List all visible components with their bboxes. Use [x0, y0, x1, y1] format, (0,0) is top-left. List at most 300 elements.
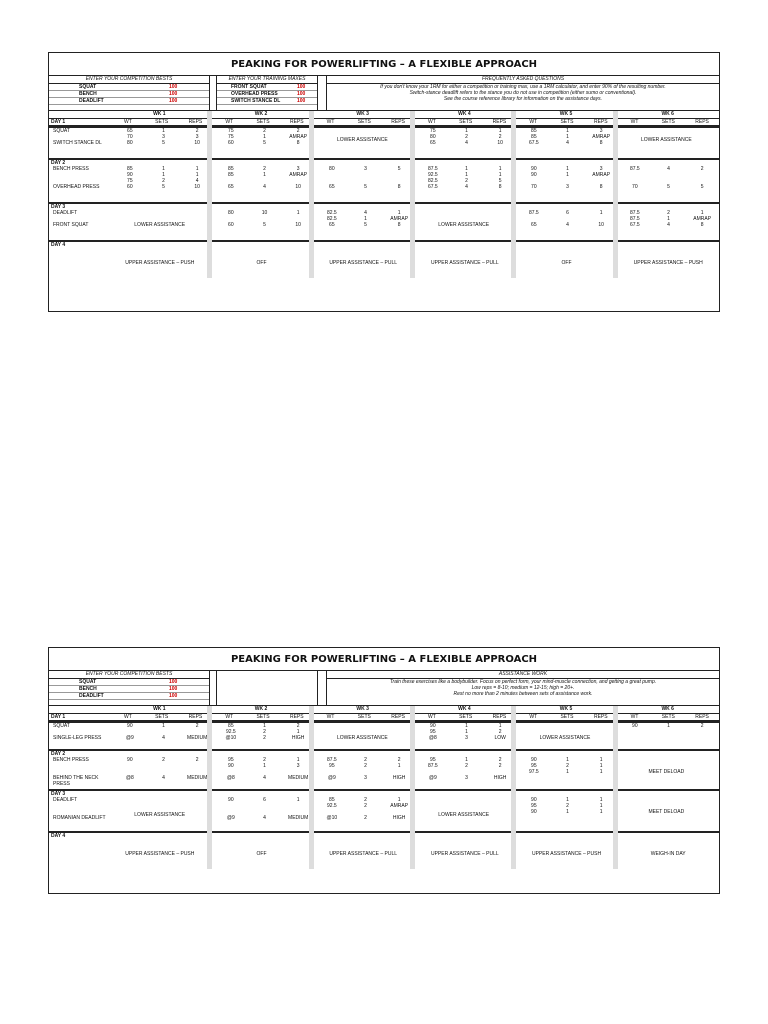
cell-value[interactable]: 2 [162, 757, 165, 763]
cell-value[interactable]: 87.5 [528, 210, 539, 216]
cell-value[interactable]: @9 [327, 775, 336, 781]
train-front-squat-input[interactable]: 100 [297, 84, 306, 90]
column-header: REPS [188, 119, 203, 125]
cell-value[interactable]: 3 [364, 775, 367, 781]
cell-value[interactable]: 2 [195, 128, 199, 134]
cell-value[interactable]: 2 [498, 729, 502, 735]
cell-value[interactable]: 80 [430, 134, 436, 140]
cell-value[interactable]: 2 [566, 803, 569, 809]
cell-value[interactable]: 75 [228, 128, 234, 134]
cell-value[interactable]: 80 [127, 140, 133, 146]
cell-value[interactable]: 4 [465, 184, 468, 190]
cell-value[interactable]: 4 [195, 178, 199, 184]
cell-value[interactable]: 1 [599, 797, 603, 803]
cell-value[interactable]: 1 [296, 210, 300, 216]
column-header: SETS [155, 714, 169, 720]
cell-value[interactable]: 60 [228, 222, 234, 228]
cell-value[interactable]: 4 [667, 222, 670, 228]
column-header: REPS [391, 119, 405, 125]
day-label: DAY 2 [51, 751, 66, 757]
cell-value[interactable]: 1 [465, 729, 468, 735]
cell-value[interactable]: 8 [296, 140, 300, 146]
cell-value[interactable] [517, 815, 551, 821]
cell-value[interactable]: 4 [263, 184, 266, 190]
competition-header: ENTER YOUR COMPETITION BESTS [49, 671, 209, 679]
column-header: REPS [593, 119, 608, 125]
cell-value[interactable] [618, 735, 652, 741]
cell-value[interactable]: 6 [566, 210, 569, 216]
cell-value[interactable]: AMRAP [289, 134, 308, 140]
cell-value[interactable]: 92.5 [427, 172, 438, 178]
cell-value[interactable]: 95 [329, 763, 335, 769]
cell-value[interactable]: 5 [162, 184, 165, 190]
cell-value[interactable]: 2 [296, 128, 300, 134]
cell-value[interactable]: 10 [194, 140, 200, 146]
assistance-cell: UPPER ASSISTANCE – PUSH [633, 260, 703, 266]
comp-bench-input[interactable]: 100 [169, 686, 178, 692]
cell-value[interactable]: 1 [599, 769, 603, 775]
week-separator [613, 111, 618, 278]
cell-value[interactable]: 2 [263, 735, 266, 741]
cell-value[interactable]: 4 [364, 210, 367, 216]
cell-value[interactable]: 2 [498, 757, 502, 763]
cell-value[interactable]: 82.5 [326, 210, 337, 216]
cell-value[interactable]: 8 [397, 184, 401, 190]
cell-value[interactable]: 85 [329, 797, 335, 803]
cell-value[interactable]: HIGH [392, 815, 406, 821]
cell-value[interactable]: 2 [465, 763, 468, 769]
cell-value[interactable]: 1 [599, 763, 603, 769]
comp-bench-row: BENCH 100 [49, 686, 209, 693]
cell-value[interactable]: @9 [428, 775, 437, 781]
cell-value[interactable]: 2 [364, 757, 367, 763]
cell-value[interactable]: AMRAP [289, 172, 308, 178]
cell-value[interactable]: 1 [566, 797, 569, 803]
cell-value[interactable]: HIGH [392, 775, 406, 781]
cell-value[interactable]: 1 [498, 166, 502, 172]
cell-value[interactable]: 87.5 [427, 166, 438, 172]
cell-value[interactable]: @9 [125, 735, 134, 741]
cell-value[interactable]: 1 [498, 723, 502, 729]
cell-value[interactable]: 4 [263, 815, 266, 821]
comp-squat-row: SQUAT 100 [49, 679, 209, 686]
column-header: WT [630, 714, 639, 720]
cell-value[interactable]: 10 [261, 210, 268, 216]
comp-deadlift-input[interactable]: 100 [169, 693, 178, 699]
cell-value[interactable]: @10 [225, 735, 237, 741]
comp-bench-input[interactable]: 100 [169, 91, 178, 97]
cell-value[interactable]: 87.5 [629, 216, 640, 222]
cell-value[interactable]: 1 [599, 210, 603, 216]
day-block [49, 158, 719, 202]
train-front-squat-row: FRONT SQUAT 100 [217, 84, 317, 91]
cell-value[interactable]: 8 [700, 222, 704, 228]
assistance-cell: UPPER ASSISTANCE – PUSH [531, 851, 602, 857]
cell-value[interactable]: 90 [632, 723, 638, 729]
cell-value[interactable]: @10 [326, 815, 338, 821]
cell-value[interactable]: 65 [329, 184, 335, 190]
cell-value[interactable]: 75 [430, 128, 436, 134]
cell-value[interactable]: 1 [263, 763, 266, 769]
cell-value[interactable]: 1 [498, 172, 502, 178]
cell-value[interactable]: 90 [531, 809, 537, 815]
program-sheet-1 [48, 52, 720, 312]
cell-value[interactable]: 85 [228, 723, 234, 729]
day-block [49, 749, 719, 789]
cell-value[interactable]: 82.5 [427, 178, 438, 184]
week-header: WK 2 [211, 111, 313, 118]
cell-value[interactable]: AMRAP [390, 216, 409, 222]
cell-value[interactable]: HIGH [493, 775, 507, 781]
cell-value[interactable]: @8 [226, 775, 235, 781]
exercise-name: FRONT SQUAT [53, 222, 89, 228]
cell-value[interactable]: 4 [667, 166, 670, 172]
cell-value[interactable]: MEDIUM [288, 815, 309, 821]
cell-value[interactable]: 70 [127, 134, 133, 140]
cell-value[interactable]: 1 [566, 809, 569, 815]
cell-value[interactable]: 90 [127, 723, 133, 729]
exercise-name: ROMANIAN DEADLIFT [53, 815, 106, 821]
cell-value[interactable]: 1 [566, 757, 569, 763]
cell-value[interactable]: 2 [667, 210, 670, 216]
cell-value[interactable]: 87.5 [629, 210, 640, 216]
cell-value[interactable]: 8 [599, 184, 603, 190]
cell-value[interactable]: 2 [263, 757, 266, 763]
cell-value[interactable]: MEDIUM [187, 735, 208, 741]
cell-value[interactable]: 65 [430, 140, 436, 146]
cell-value[interactable]: 1 [566, 128, 569, 134]
cell-value[interactable]: 8 [397, 222, 401, 228]
cell-value[interactable]: 3 [195, 134, 199, 140]
cell-value[interactable]: AMRAP [592, 172, 611, 178]
exercise-name: BENCH PRESS [53, 757, 89, 763]
cell-value[interactable]: 75 [228, 134, 234, 140]
cell-value[interactable]: 1 [465, 757, 468, 763]
cell-value[interactable]: 2 [700, 723, 704, 729]
cell-value[interactable]: 2 [465, 134, 468, 140]
day-label: DAY 4 [51, 242, 66, 248]
cell-value[interactable]: 5 [397, 166, 401, 172]
cell-value[interactable]: 4 [566, 140, 569, 146]
cell-value[interactable]: 3 [364, 166, 367, 172]
cell-value[interactable]: 2 [498, 763, 502, 769]
comp-squat-row: SQUAT 100 [49, 84, 209, 91]
cell-value[interactable]: 90 [430, 723, 436, 729]
cell-value[interactable]: 92.5 [326, 803, 337, 809]
cell-value[interactable]: 5 [263, 222, 266, 228]
cell-value[interactable]: 1 [263, 172, 266, 178]
cell-value[interactable]: 95 [228, 757, 234, 763]
cell-value[interactable]: 1 [162, 172, 165, 178]
cell-value[interactable]: 1 [263, 134, 266, 140]
column-header: SETS [661, 119, 675, 125]
cell-value[interactable]: 3 [296, 763, 300, 769]
cell-value[interactable] [652, 735, 686, 741]
cell-value[interactable]: 85 [228, 166, 234, 172]
exercise-name: DEADLIFT [53, 797, 78, 803]
column-header: REPS [695, 119, 709, 125]
assistance-cell: WEIGH-IN DAY [650, 851, 686, 857]
cell-value[interactable]: 1 [162, 128, 165, 134]
cell-value[interactable]: 10 [295, 222, 301, 228]
column-header: REPS [492, 119, 507, 125]
cell-value[interactable]: 5 [498, 178, 502, 184]
assistance-cell: UPPER ASSISTANCE – PUSH [125, 851, 195, 857]
cell-value[interactable]: 1 [566, 172, 569, 178]
cell-value[interactable]: 1 [465, 128, 468, 134]
cell-value[interactable]: MEDIUM [187, 775, 208, 781]
train-ohp-input[interactable]: 100 [297, 91, 306, 97]
week-header: WK 6 [617, 111, 719, 118]
cell-value[interactable]: 3 [566, 184, 569, 190]
cell-value[interactable]: @8 [428, 735, 437, 741]
column-header: WT [630, 119, 639, 125]
cell-value[interactable]: 2 [195, 723, 199, 729]
cell-value[interactable]: 75 [127, 178, 133, 184]
day-label: DAY 3 [51, 204, 66, 210]
cell-value[interactable]: LOW [494, 735, 506, 741]
cell-value[interactable]: 95 [430, 757, 436, 763]
cell-value[interactable]: 1 [195, 166, 199, 172]
column-header: SETS [459, 119, 473, 125]
sheet-title: PEAKING FOR POWERLIFTING – A FLEXIBLE APPROACH [49, 648, 719, 671]
cell-value[interactable]: 5 [364, 184, 367, 190]
column-header: WT [225, 714, 234, 720]
week-separator [410, 706, 415, 869]
assistance-cell: UPPER ASSISTANCE – PUSH [125, 260, 195, 266]
cell-value[interactable]: 2 [364, 803, 367, 809]
cell-value[interactable]: 2 [263, 729, 266, 735]
cell-value[interactable]: 95 [531, 763, 537, 769]
column-header: REPS [289, 119, 304, 125]
cell-value[interactable]: @9 [226, 815, 235, 821]
cell-value[interactable]: 2 [364, 797, 367, 803]
cell-value[interactable]: 82.5 [326, 216, 337, 222]
cell-value[interactable]: 10 [295, 184, 301, 190]
cell-value[interactable] [551, 815, 585, 821]
cell-value[interactable]: AMRAP [592, 134, 611, 140]
cell-value[interactable]: 1 [498, 128, 502, 134]
cell-value[interactable]: 70 [531, 184, 537, 190]
exercise-name: DEADLIFT [53, 210, 78, 216]
cell-value[interactable]: 1 [599, 757, 603, 763]
cell-value[interactable]: 92.5 [225, 729, 236, 735]
cell-value[interactable]: 90 [228, 763, 234, 769]
cell-value[interactable]: 6 [263, 797, 266, 803]
cell-value[interactable]: 1 [364, 216, 367, 222]
cell-value[interactable]: 2 [195, 757, 199, 763]
merged-label: MEET DELOAD [648, 769, 685, 775]
cell-value[interactable]: 1 [566, 769, 569, 775]
day-label: DAY 1 [51, 119, 66, 125]
cell-value[interactable]: 1 [599, 803, 603, 809]
exercise-name: OVERHEAD PRESS [53, 184, 100, 190]
column-header: WT [124, 714, 132, 720]
cell-value[interactable]: 5 [263, 140, 266, 146]
week-header: WK 1 [109, 111, 211, 118]
cell-value[interactable]: 5 [667, 184, 670, 190]
cell-value[interactable]: 1 [667, 723, 670, 729]
week-header: WK 4 [414, 706, 516, 713]
cell-value[interactable]: 1 [162, 723, 165, 729]
cell-value[interactable]: 3 [162, 134, 165, 140]
assistance-line: Low reps = 8-10; medium = 12-15; high = 20+. [471, 685, 575, 691]
faq-line: See the course reference library for information on the assistance days. [443, 96, 603, 102]
cell-value[interactable]: 85 [228, 172, 234, 178]
cell-value[interactable]: 65 [228, 184, 234, 190]
cell-value[interactable] [517, 775, 551, 781]
cell-value[interactable]: 80 [329, 166, 335, 172]
cell-value[interactable]: 1 [263, 723, 266, 729]
cell-value[interactable]: 1 [397, 797, 401, 803]
week-separator [207, 111, 212, 278]
cell-value[interactable]: 70 [632, 184, 638, 190]
column-header: REPS [492, 714, 507, 720]
cell-value[interactable]: 90 [531, 797, 537, 803]
cell-value[interactable]: 2 [263, 128, 266, 134]
cell-value[interactable]: 3 [599, 128, 603, 134]
week-separator [309, 706, 314, 869]
cell-value[interactable]: 2 [465, 178, 468, 184]
cell-value[interactable]: 4 [566, 222, 569, 228]
cell-value[interactable]: 1 [296, 729, 300, 735]
cell-value[interactable]: 90 [531, 166, 537, 172]
cell-value[interactable]: 8 [498, 184, 502, 190]
week-separator [511, 111, 516, 278]
week-separator [511, 706, 516, 869]
cell-value[interactable]: AMRAP [693, 216, 712, 222]
cell-value[interactable]: 90 [228, 797, 234, 803]
cell-value[interactable]: 1 [566, 166, 569, 172]
cell-value[interactable]: 95 [531, 803, 537, 809]
cell-value[interactable]: 2 [364, 815, 367, 821]
cell-value[interactable]: 10 [194, 184, 200, 190]
cell-value[interactable]: 1 [700, 210, 704, 216]
cell-value[interactable]: 1 [162, 166, 165, 172]
cell-value[interactable]: 2 [498, 134, 502, 140]
cell-value[interactable]: 87.5 [326, 757, 337, 763]
cell-value[interactable] [685, 735, 719, 741]
cell-value[interactable]: 85 [127, 166, 133, 172]
assistance-line: Rest no more than 2 minutes between sets of assistance work. [453, 691, 593, 697]
cell-value[interactable]: 1 [667, 216, 670, 222]
cell-value[interactable]: 2 [700, 166, 704, 172]
cell-value[interactable]: 4 [162, 735, 165, 741]
cell-value[interactable]: 5 [162, 140, 165, 146]
cell-value[interactable]: 1 [566, 134, 569, 140]
cell-value[interactable]: 1 [465, 166, 468, 172]
cell-value[interactable]: AMRAP [390, 803, 409, 809]
cell-value[interactable]: 60 [127, 184, 133, 190]
cell-value[interactable]: 1 [465, 172, 468, 178]
competition-header: ENTER YOUR COMPETITION BESTS [49, 76, 209, 84]
cell-value[interactable]: 1 [296, 757, 300, 763]
cell-value[interactable]: 10 [497, 140, 503, 146]
faq-line: Switch-stance deadlift refers to the stance you do not use in competition (either sumo or conventional). [409, 90, 637, 96]
column-header: WT [427, 714, 436, 720]
week-header: WK 5 [516, 706, 618, 713]
cell-value[interactable]: 2 [263, 166, 266, 172]
faq-line: If you don't know your 1RM for either a competition or training max, use a 1RM calculator, and enter 90% of the resulting number. [380, 84, 666, 90]
assistance-row [49, 248, 719, 278]
cell-value[interactable]: 3 [465, 735, 468, 741]
cell-value[interactable]: 10 [598, 222, 604, 228]
cell-value[interactable]: 67.5 [528, 140, 539, 146]
training-maxes [217, 76, 318, 110]
cell-value[interactable]: 87.5 [629, 166, 640, 172]
cell-value[interactable]: 8 [599, 140, 603, 146]
cell-value[interactable]: 97.5 [528, 769, 539, 775]
merged-label: LOWER ASSISTANCE [438, 222, 490, 228]
cell-value[interactable]: 90 [531, 172, 537, 178]
cell-value[interactable]: 3 [296, 166, 300, 172]
cell-value[interactable]: 2 [364, 763, 367, 769]
cell-value[interactable]: 1 [195, 172, 199, 178]
comp-squat-input[interactable]: 100 [169, 84, 178, 90]
cell-value[interactable]: MEDIUM [288, 775, 309, 781]
cell-value[interactable]: 5 [700, 184, 704, 190]
cell-value[interactable]: 4 [162, 775, 165, 781]
cell-value[interactable]: 80 [228, 210, 234, 216]
table-row [49, 184, 719, 190]
cell-value[interactable]: 2 [162, 178, 165, 184]
column-header: WT [529, 714, 538, 720]
cell-value[interactable]: 60 [228, 140, 234, 146]
cell-value[interactable]: 4 [465, 140, 468, 146]
cell-value[interactable]: 1 [465, 723, 468, 729]
cell-value[interactable]: 3 [599, 166, 603, 172]
program-grid-1 [49, 111, 719, 278]
exercise-name: SQUAT [53, 128, 70, 134]
cell-value[interactable] [551, 775, 585, 781]
inputs-section [49, 76, 719, 111]
cell-value[interactable]: 90 [531, 757, 537, 763]
assistance-header: ASSISTANCE WORK [327, 671, 719, 679]
cell-value[interactable]: 90 [127, 172, 133, 178]
train-switch-dl-input[interactable]: 100 [297, 98, 306, 104]
cell-value[interactable]: 1 [296, 797, 300, 803]
cell-value[interactable]: 3 [465, 775, 468, 781]
cell-value[interactable]: 85 [531, 128, 537, 134]
cell-value[interactable]: 65 [127, 128, 133, 134]
cell-value[interactable]: @8 [125, 775, 134, 781]
cell-value[interactable]: 85 [531, 134, 537, 140]
cell-value[interactable]: 2 [296, 723, 300, 729]
cell-value[interactable]: 2 [397, 757, 401, 763]
cell-value[interactable]: 90 [127, 757, 133, 763]
cell-value[interactable]: 4 [263, 775, 266, 781]
cell-value[interactable]: 65 [329, 222, 335, 228]
sheet-title: PEAKING FOR POWERLIFTING – A FLEXIBLE APPROACH [49, 53, 719, 76]
cell-value[interactable]: 87.5 [427, 763, 438, 769]
cell-value[interactable]: 1 [397, 763, 401, 769]
cell-value[interactable]: 5 [364, 222, 367, 228]
cell-value[interactable]: 65 [531, 222, 537, 228]
column-header: SETS [256, 119, 270, 125]
cell-value[interactable]: 95 [430, 729, 436, 735]
cell-value[interactable]: 1 [599, 809, 603, 815]
cell-value[interactable]: 67.5 [629, 222, 640, 228]
comp-squat-input[interactable]: 100 [169, 679, 178, 685]
cell-value[interactable]: 67.5 [427, 184, 438, 190]
cell-value[interactable]: 2 [566, 763, 569, 769]
table-row [49, 775, 719, 787]
day-label: DAY 2 [51, 160, 66, 166]
week-header: WK 4 [414, 111, 516, 118]
cell-value[interactable]: 1 [397, 210, 401, 216]
cell-value[interactable]: HIGH [291, 735, 305, 741]
comp-deadlift-input[interactable]: 100 [169, 98, 178, 104]
